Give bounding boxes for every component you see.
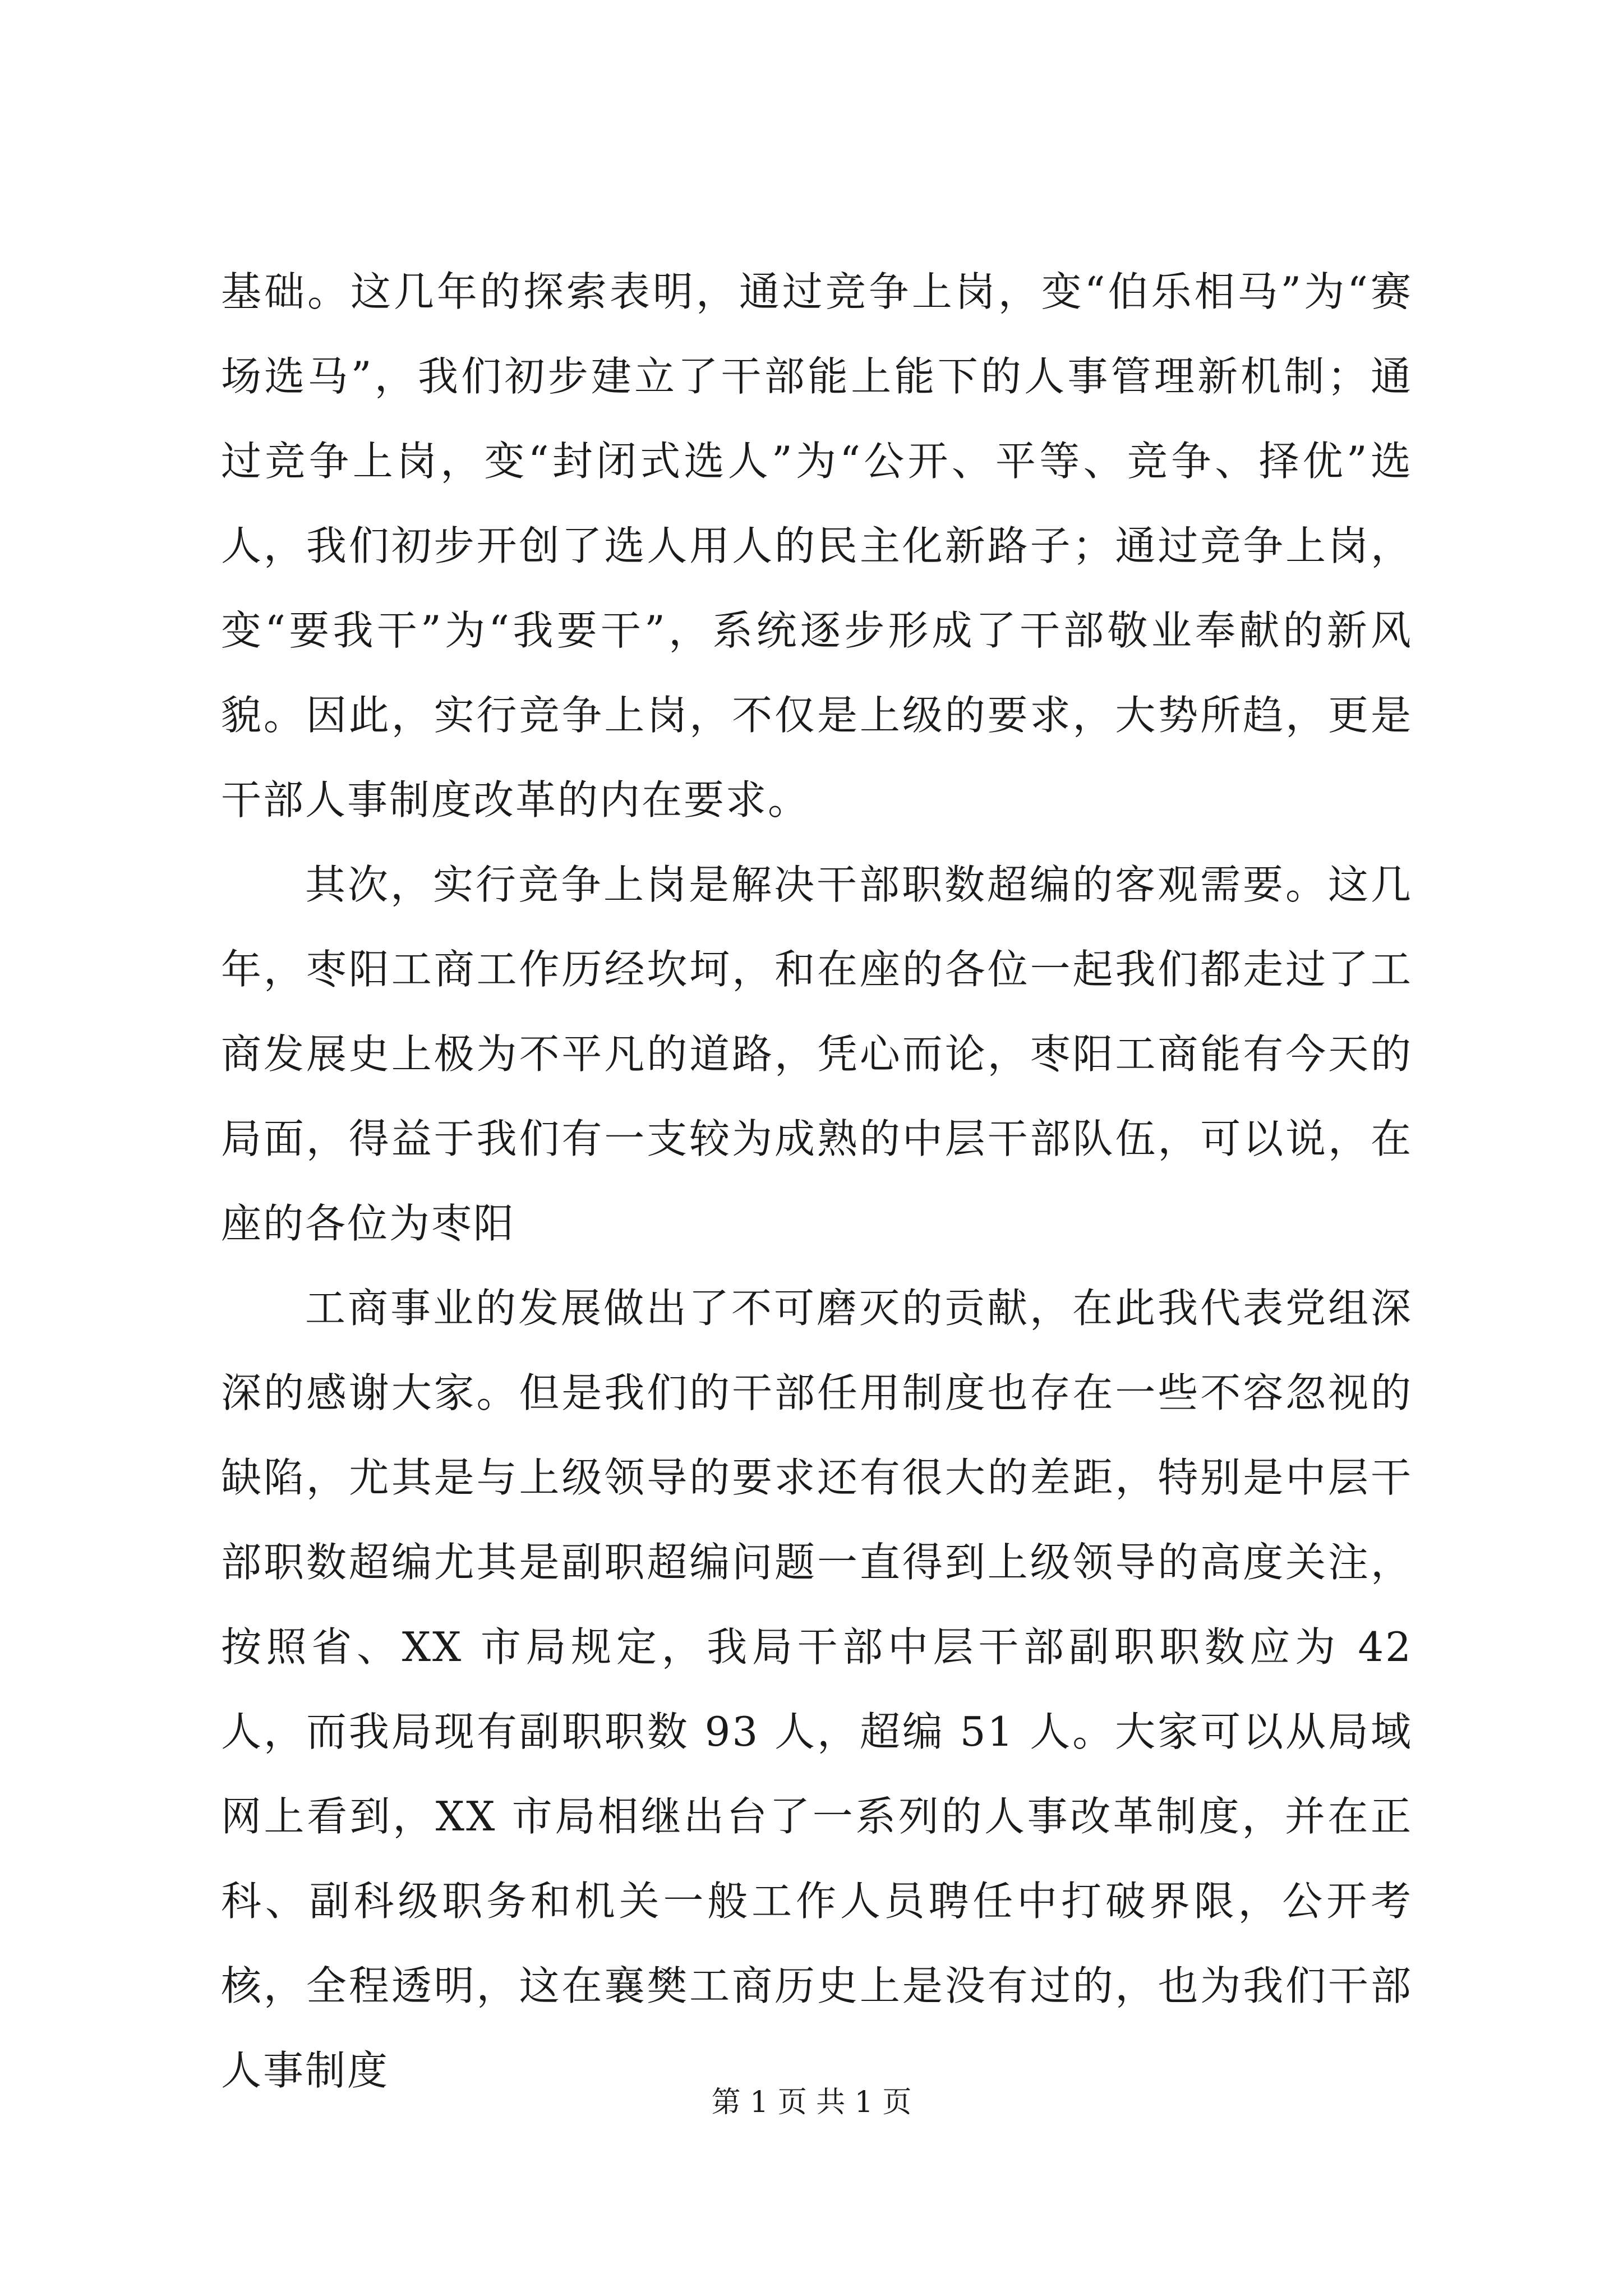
paragraph-1: 基础。这几年的探索表明，通过竞争上岗，变“伯乐相马”为“赛场选马”，我们初步建立了干部能上能下的人事管理新机制；通过竞争上岗，变“封闭式选人”为“公开、平等、竞争、择优”选人，我们初步开创了选人用人的民主化新路子；通过竞争上岗，变“要我干”为“我要干”，系统逐步形成了干部敬业奉献的新风貌。因此，实行竞争上岗，不仅是上级的要求，大势所趋，更是干部人事制度改革的内在要求。	[221, 268, 1413, 823]
document-body	[221, 250, 1413, 2113]
paragraph-3: 工商事业的发展做出了不可磨灭的贡献，在此我代表党组深深的感谢大家。但是我们的干部任用制度也存在一些不容忽视的缺陷，尤其是与上级领导的要求还有很大的差距，特别是中层干部职数超编尤其是副职超编问题一直得到上级领导的高度关注，按照省、XX 市局规定，我局干部中层干部副职职数应为 42 人，而我局现有副职职数 93 人，超编 51 人。大家可以从局域网上看到，XX 市局相继出台了一系列的人事改革制度，并在正科、副科级职务和机关一般工作人员聘任中打破界限，公开考核，全程透明，这在襄樊工商历史上是没有过的，也为我们干部人事制度	[221, 1285, 1413, 2094]
paragraph-2: 其次，实行竞争上岗是解决干部职数超编的客观需要。这几年，枣阳工商工作历经坎坷，和在座的各位一起我们都走过了工商发展史上极为不平凡的道路，凭心而论，枣阳工商能有今天的局面，得益于我们有一支较为成熟的中层干部队伍，可以说，在座的各位为枣阳	[221, 861, 1413, 1247]
page-footer: 第 1 页 共 1 页	[711, 2086, 912, 2119]
